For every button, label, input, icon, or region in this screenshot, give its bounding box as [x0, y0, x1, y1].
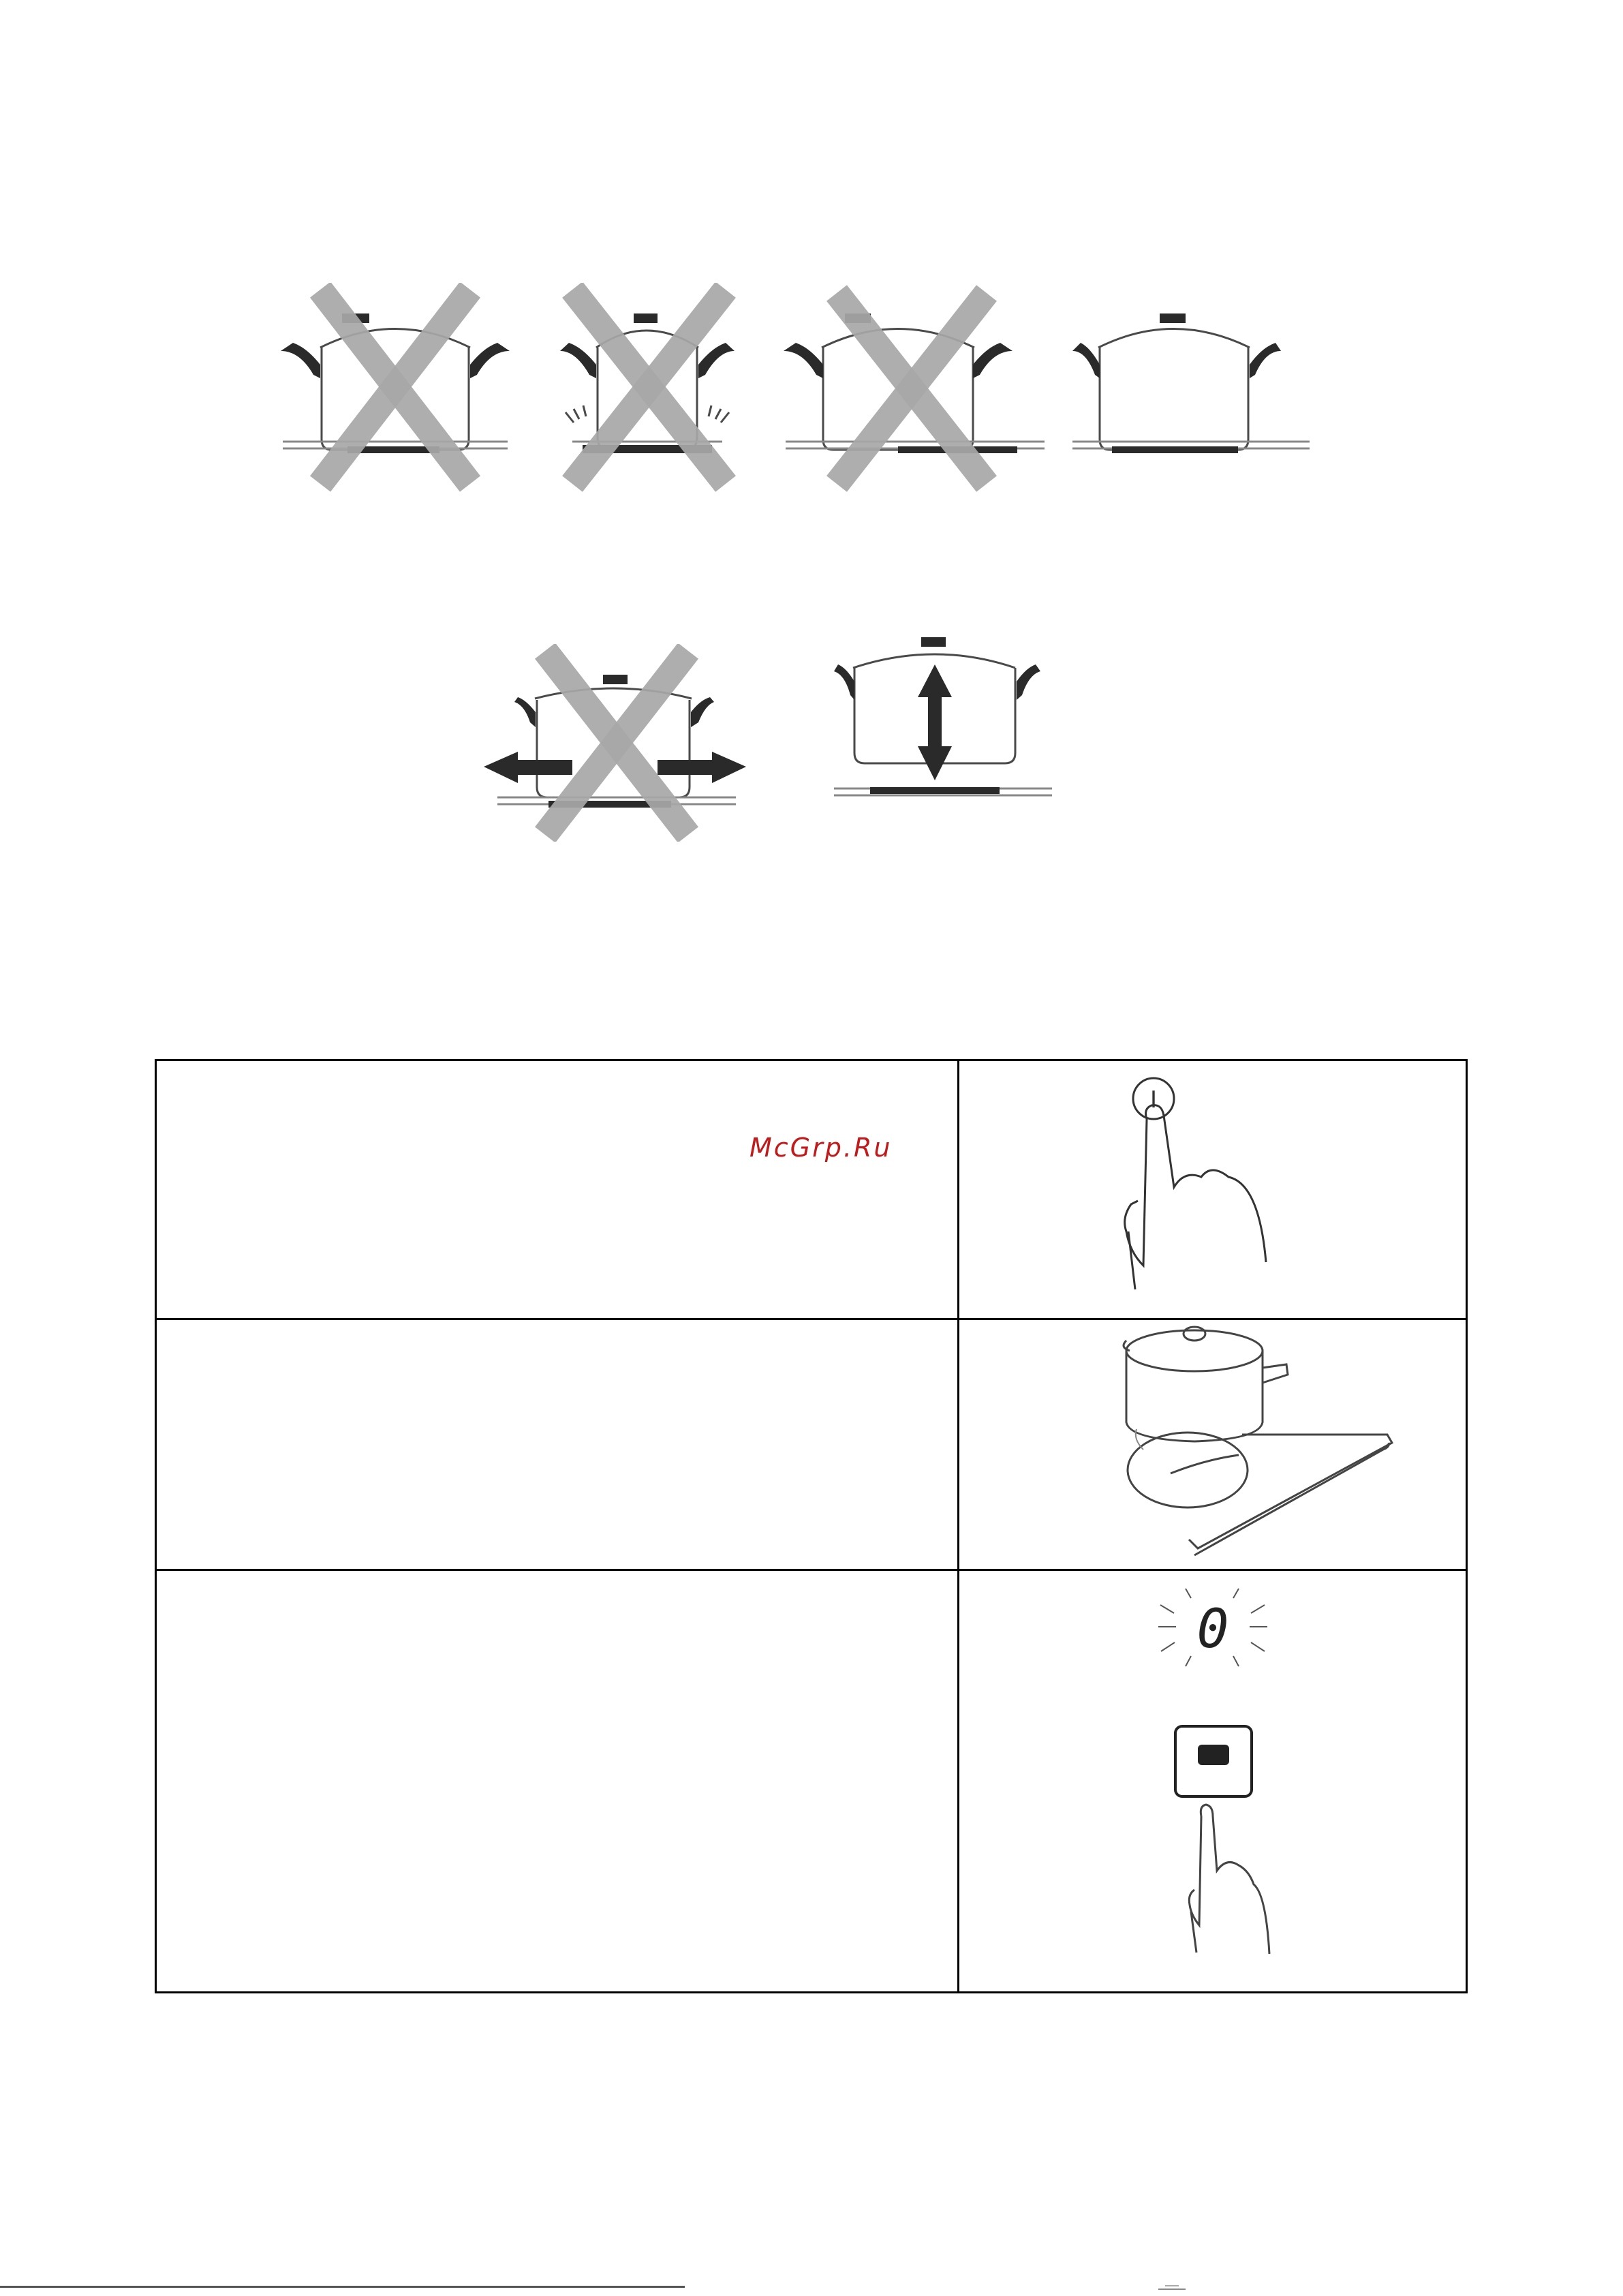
- power-symbol: I: [1149, 1086, 1158, 1114]
- pot-uneven-base-icon: [559, 283, 736, 494]
- pot-lift-icon: [833, 637, 1057, 801]
- watermark-text: McGrp.Ru: [749, 1133, 893, 1163]
- step-illustration-cell: [959, 1570, 1467, 1993]
- step-illustration-cell: [959, 1060, 1467, 1319]
- pot-sliding-icon: [477, 644, 749, 842]
- step-text-cell: [156, 1319, 959, 1570]
- pot-correct-icon: [1071, 283, 1323, 494]
- blinking-display-button-icon: [959, 1571, 1464, 1989]
- step-text-cell: [156, 1060, 959, 1319]
- pot-offset-zone-icon: [782, 283, 1048, 494]
- step-illustration-cell: [959, 1319, 1467, 1570]
- pot-on-hob-icon: [959, 1320, 1464, 1567]
- finger-power-button-icon: [959, 1061, 1464, 1316]
- pot-figure-correct: [1071, 283, 1323, 494]
- instruction-table: [155, 1059, 1468, 1993]
- table-row: [156, 1570, 1467, 1993]
- pot-figure-offset-zone: [782, 283, 1048, 494]
- pot-figure-lift: [833, 637, 1057, 801]
- step-text-cell: [156, 1570, 959, 1993]
- pot-figure-uneven-base: [559, 283, 736, 494]
- footer-mark-icon: [1158, 2283, 1186, 2290]
- pot-small-zone-icon: [279, 283, 511, 494]
- pot-figure-small-zone: [279, 283, 511, 494]
- display-digit: 0: [1196, 1599, 1229, 1660]
- pot-figure-sliding: [477, 644, 749, 842]
- table-row: [156, 1060, 1467, 1319]
- footer-rule: [0, 2286, 685, 2288]
- table-row: [156, 1319, 1467, 1570]
